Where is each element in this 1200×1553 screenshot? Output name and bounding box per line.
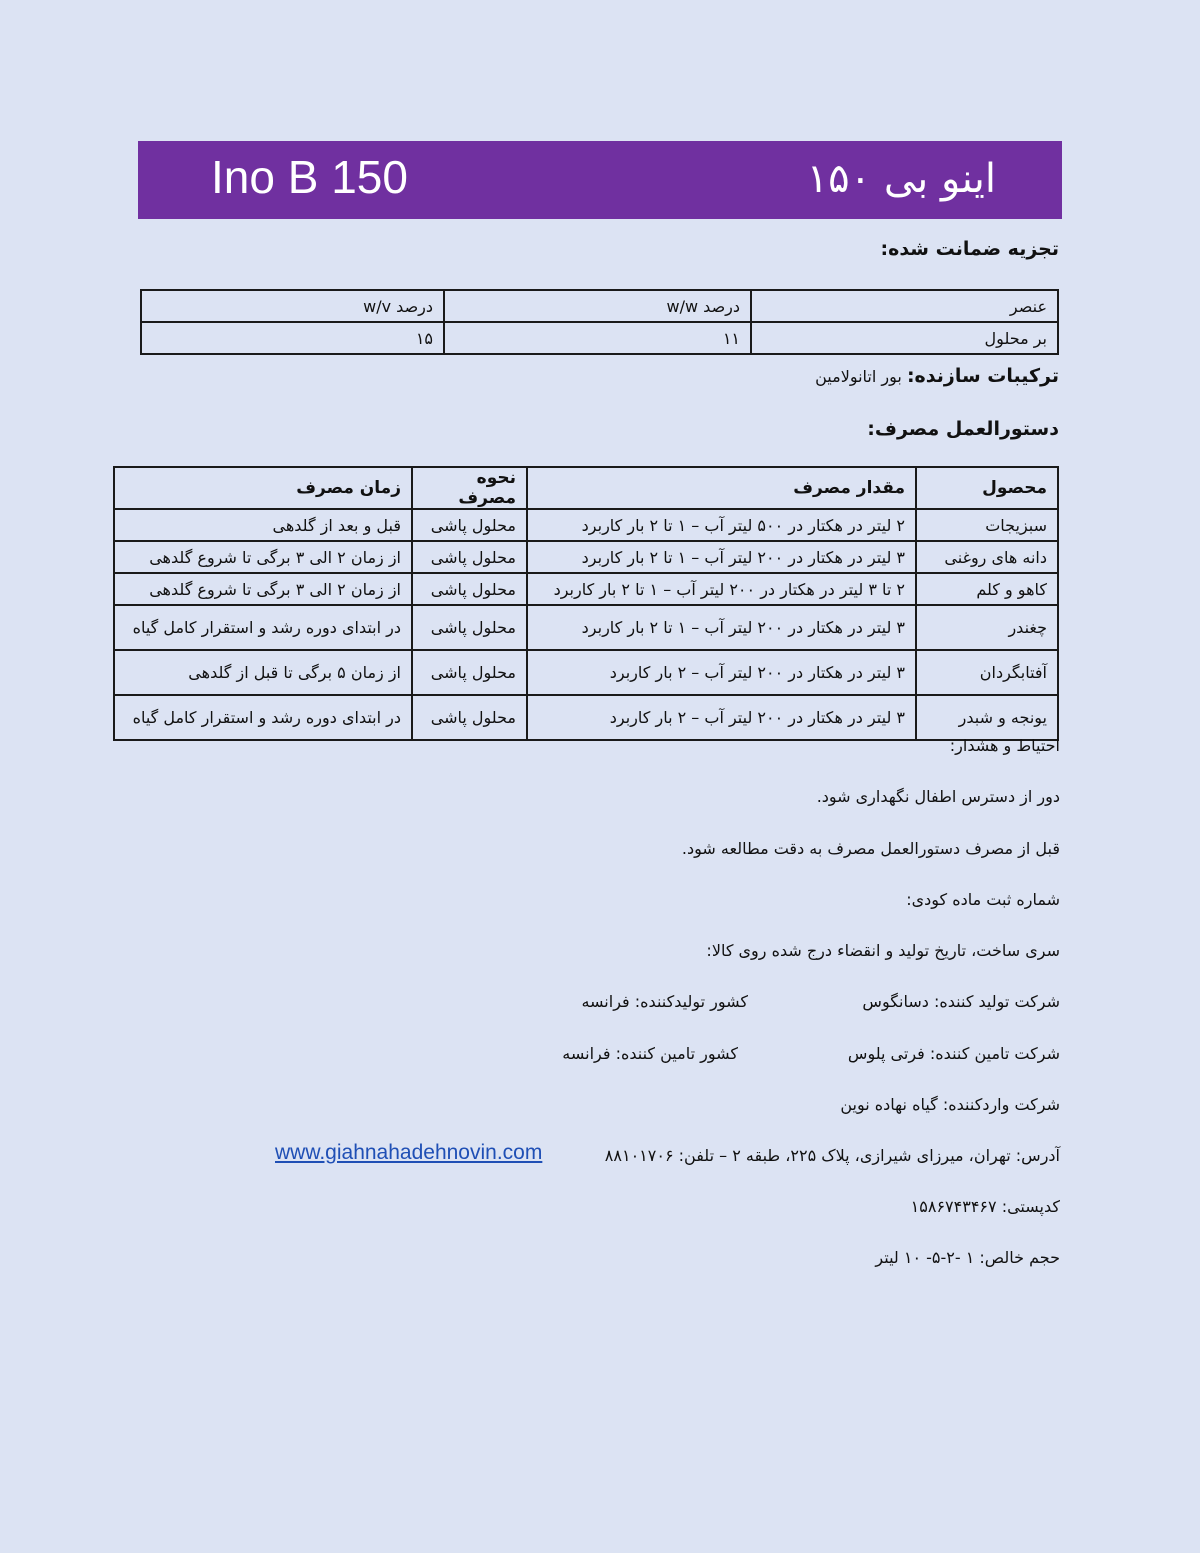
header-wv: درصد w/v	[141, 290, 444, 322]
cell-time: در ابتدای دوره رشد و استقرار کامل گیاه	[114, 695, 412, 740]
cell-amount: ۳ لیتر در هکتار در ۲۰۰ لیتر آب – ۲ بار کاربرد	[527, 650, 916, 695]
cell-method: محلول پاشی	[412, 541, 527, 573]
header-method: نحوه مصرف	[412, 467, 527, 509]
cell-amount: ۲ لیتر در هکتار در ۵۰۰ لیتر آب – ۱ تا ۲ بار کاربرد	[527, 509, 916, 541]
manufacturer-country: کشور تولیدکننده: فرانسه	[581, 992, 748, 1011]
header-time: زمان مصرف	[114, 467, 412, 509]
cell-amount: ۳ لیتر در هکتار در ۲۰۰ لیتر آب – ۱ تا ۲ بار کاربرد	[527, 541, 916, 573]
website-link[interactable]: www.giahnahadehnovin.com	[275, 1141, 543, 1164]
cell-amount: ۳ لیتر در هکتار در ۲۰۰ لیتر آب – ۲ بار کاربرد	[527, 695, 916, 740]
cell-time: در ابتدای دوره رشد و استقرار کامل گیاه	[114, 605, 412, 650]
header-crop: محصول	[916, 467, 1058, 509]
read-before-note: قبل از مصرف دستورالعمل مصرف به دقت مطالعه شود.	[681, 839, 1060, 858]
cell-element: بر محلول	[751, 322, 1058, 354]
postal-code: کدپستی: ۱۵۸۶۷۴۳۴۶۷	[910, 1197, 1060, 1216]
cell-method: محلول پاشی	[412, 509, 527, 541]
cell-crop: چغندر	[916, 605, 1058, 650]
cell-crop: آفتابگردان	[916, 650, 1058, 695]
header-element: عنصر	[751, 290, 1058, 322]
cell-wv: ۱۵	[141, 322, 444, 354]
guaranteed-analysis-table	[140, 289, 1059, 355]
cell-crop: یونجه و شبدر	[916, 695, 1058, 740]
cell-method: محلول پاشی	[412, 650, 527, 695]
table-row	[114, 605, 1058, 650]
cell-crop: دانه های روغنی	[916, 541, 1058, 573]
usage-heading: دستورالعمل مصرف:	[867, 418, 1059, 440]
title-persian: اینو بی ۱۵۰	[806, 156, 996, 202]
table-header-row	[114, 467, 1058, 509]
title-english: Ino B 150	[211, 151, 408, 203]
cell-crop: کاهو و کلم	[916, 573, 1058, 605]
guaranteed-analysis-heading: تجزیه ضمانت شده:	[880, 238, 1059, 260]
cell-amount: ۳ لیتر در هکتار در ۲۰۰ لیتر آب – ۱ تا ۲ بار کاربرد	[527, 605, 916, 650]
table-row	[141, 322, 1058, 354]
cell-time: قبل و بعد از گلدهی	[114, 509, 412, 541]
importer: شرکت واردکننده: گیاه نهاده نوین	[840, 1095, 1060, 1114]
cell-time: از زمان ۵ برگی تا قبل از گلدهی	[114, 650, 412, 695]
cell-method: محلول پاشی	[412, 695, 527, 740]
cell-crop: سبزیجات	[916, 509, 1058, 541]
manufacturer: شرکت تولید کننده: دسانگوس	[862, 992, 1060, 1011]
composition-label: ترکیبات سازنده:	[906, 365, 1059, 387]
usage-table	[113, 466, 1059, 741]
table-row	[114, 650, 1058, 695]
cell-amount: ۲ تا ۳ لیتر در هکتار در ۲۰۰ لیتر آب – ۱ تا ۲ بار کاربرد	[527, 573, 916, 605]
supplier-country: کشور تامین کننده: فرانسه	[562, 1044, 738, 1063]
keep-away-note: دور از دسترس اطفال نگهداری شود.	[816, 787, 1060, 806]
header-ww	[444, 290, 751, 322]
table-row	[114, 573, 1058, 605]
cell-time: از زمان ۲ الی ۳ برگی تا شروع گلدهی	[114, 573, 412, 605]
address: آدرس: تهران، میرزای شیرازی، پلاک ۲۲۵، طبقه ۲ – تلفن: ۸۸۱۰۱۷۰۶	[604, 1146, 1060, 1165]
cell-method: محلول پاشی	[412, 605, 527, 650]
cell-ww: ۱۱	[444, 322, 751, 354]
net-volume: حجم خالص: ۱ -۲-۵- ۱۰ لیتر	[875, 1248, 1060, 1267]
header-ww-label: درصد w/w	[666, 296, 740, 316]
composition-line	[815, 365, 1059, 387]
table-header-row	[141, 290, 1058, 322]
supplier: شرکت تامین کننده: فرتی پلوس	[847, 1044, 1060, 1063]
cell-method: محلول پاشی	[412, 573, 527, 605]
title-banner	[138, 141, 1062, 219]
table-row	[114, 541, 1058, 573]
composition-value: بور اتانولامین	[815, 367, 902, 386]
batch-info: سری ساخت، تاریخ تولید و انقضاء درج شده روی کالا:	[706, 941, 1060, 960]
cell-time: از زمان ۲ الی ۳ برگی تا شروع گلدهی	[114, 541, 412, 573]
table-row	[114, 509, 1058, 541]
registration-number: شماره ثبت ماده کودی:	[906, 890, 1060, 909]
caution-heading: احتیاط و هشدار:	[949, 736, 1060, 755]
header-amount: مقدار مصرف	[527, 467, 916, 509]
table-row	[114, 695, 1058, 740]
